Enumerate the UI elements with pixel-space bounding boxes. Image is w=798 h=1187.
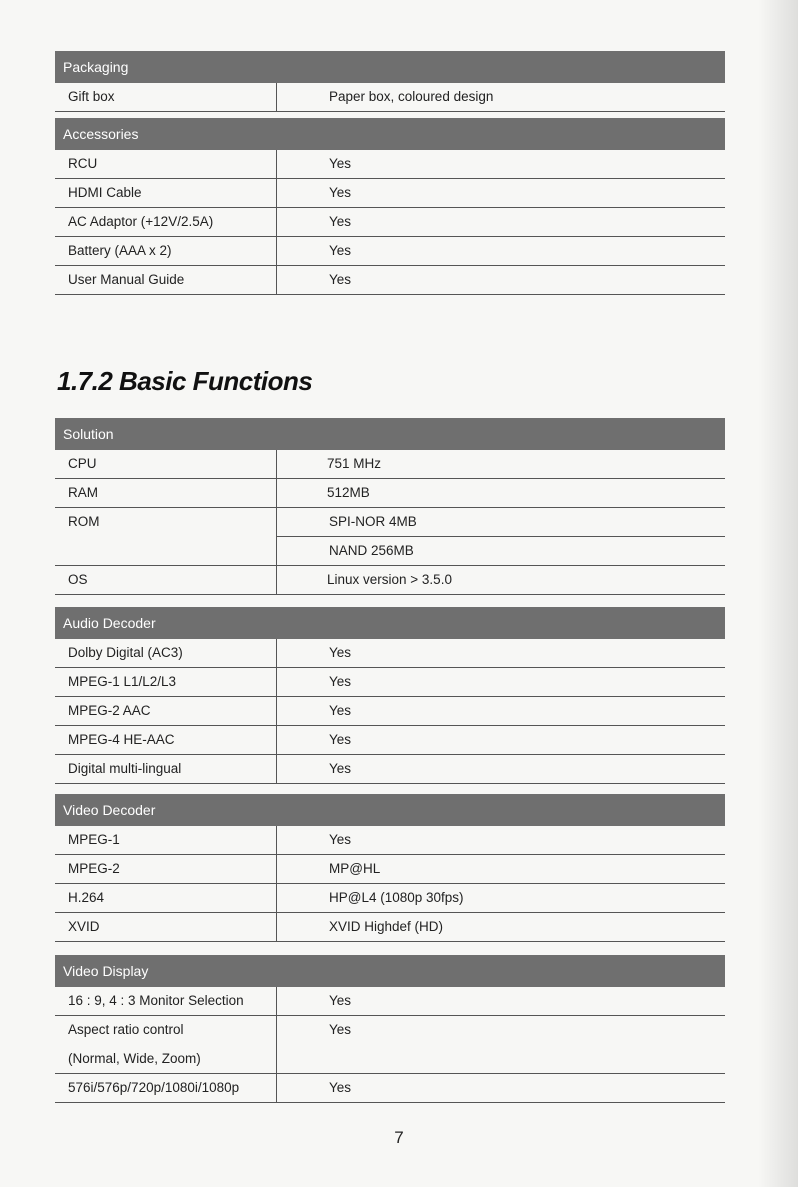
- row-label: ROM: [55, 508, 277, 565]
- row-label: RAM: [55, 479, 277, 507]
- row-value: Yes: [329, 156, 352, 171]
- row-value-secondary: NAND 256MB: [329, 543, 414, 558]
- table-row: [55, 855, 725, 884]
- table-row: [55, 450, 725, 479]
- table-row: [55, 150, 725, 179]
- section-header-accessories: Accessories: [55, 118, 725, 150]
- row-value: MP@HL: [329, 861, 381, 876]
- row-label: MPEG-4 HE-AAC: [55, 726, 277, 754]
- table-row: [55, 755, 725, 784]
- table-row: [55, 266, 725, 295]
- row-value: Yes: [329, 703, 352, 718]
- row-value: Paper box, coloured design: [329, 89, 494, 104]
- table-row: [55, 987, 725, 1016]
- table-row: [55, 237, 725, 266]
- row-value: Linux version > 3.5.0: [327, 572, 452, 587]
- row-label: HDMI Cable: [55, 179, 277, 207]
- row-label: XVID: [55, 913, 277, 941]
- section-heading: 1.7.2 Basic Functions: [57, 366, 313, 396]
- row-label: Gift box: [55, 83, 277, 111]
- table-row: [55, 208, 725, 237]
- row-value: Yes: [329, 674, 352, 689]
- packaging-table: [55, 51, 725, 112]
- row-label: 16 : 9, 4 : 3 Monitor Selection: [55, 987, 277, 1015]
- table-row: [55, 508, 725, 566]
- table-row: [55, 639, 725, 668]
- rom-values: [277, 508, 725, 565]
- row-label-group: [55, 1016, 277, 1073]
- section-header-packaging: Packaging: [55, 51, 725, 83]
- accessories-table: [55, 118, 725, 295]
- row-label: H.264: [55, 884, 277, 912]
- row-value: HP@L4 (1080p 30fps): [329, 890, 464, 905]
- row-value: 512MB: [327, 485, 370, 500]
- table-row: [55, 884, 725, 913]
- row-value: Yes: [329, 993, 352, 1008]
- scan-edge-shadow: [758, 0, 798, 1187]
- table-row: [55, 826, 725, 855]
- row-label: AC Adaptor (+12V/2.5A): [55, 208, 277, 236]
- row-value: Yes: [329, 1080, 352, 1095]
- section-header-video: Video Decoder: [55, 794, 725, 826]
- row-label: OS: [55, 566, 277, 594]
- row-label: Aspect ratio control: [68, 1022, 184, 1037]
- row-label: MPEG-2 AAC: [55, 697, 277, 725]
- section-header-solution: Solution: [55, 418, 725, 450]
- row-label: Battery (AAA x 2): [55, 237, 277, 265]
- table-row: [55, 83, 725, 112]
- video-decoder-table: [55, 794, 725, 942]
- row-value: Yes: [329, 645, 352, 660]
- table-row: [55, 726, 725, 755]
- page-number: 7: [394, 1128, 404, 1147]
- table-row: [55, 566, 725, 595]
- table-row: [55, 668, 725, 697]
- row-value: Yes: [329, 1022, 352, 1037]
- video-display-table: [55, 955, 725, 1103]
- row-value: Yes: [329, 761, 352, 776]
- row-value: Yes: [329, 185, 352, 200]
- table-row: [55, 179, 725, 208]
- table-row: [55, 1074, 725, 1103]
- row-value: 751 MHz: [327, 456, 382, 471]
- row-label: MPEG-1 L1/L2/L3: [55, 668, 277, 696]
- audio-decoder-table: [55, 607, 725, 784]
- row-value: Yes: [329, 832, 352, 847]
- row-value: Yes: [329, 272, 352, 287]
- table-row: [55, 697, 725, 726]
- table-row: [55, 1016, 725, 1074]
- row-label: Digital multi-lingual: [55, 755, 277, 783]
- row-value: SPI-NOR 4MB: [277, 508, 725, 537]
- row-value: Yes: [329, 243, 352, 258]
- row-value: XVID Highdef (HD): [329, 919, 444, 934]
- section-header-audio: Audio Decoder: [55, 607, 725, 639]
- table-row: [55, 913, 725, 942]
- row-label: MPEG-1: [55, 826, 277, 854]
- row-label: 576i/576p/720p/1080i/1080p: [55, 1074, 277, 1102]
- table-row: [55, 479, 725, 508]
- row-value: Yes: [329, 214, 352, 229]
- row-value: Yes: [329, 732, 352, 747]
- row-label: CPU: [55, 450, 277, 478]
- section-header-display: Video Display: [55, 955, 725, 987]
- row-label: MPEG-2: [55, 855, 277, 883]
- solution-table: [55, 418, 725, 595]
- row-label: Dolby Digital (AC3): [55, 639, 277, 667]
- row-label: User Manual Guide: [55, 266, 277, 294]
- row-label: RCU: [55, 150, 277, 178]
- row-label-secondary: (Normal, Wide, Zoom): [68, 1050, 201, 1066]
